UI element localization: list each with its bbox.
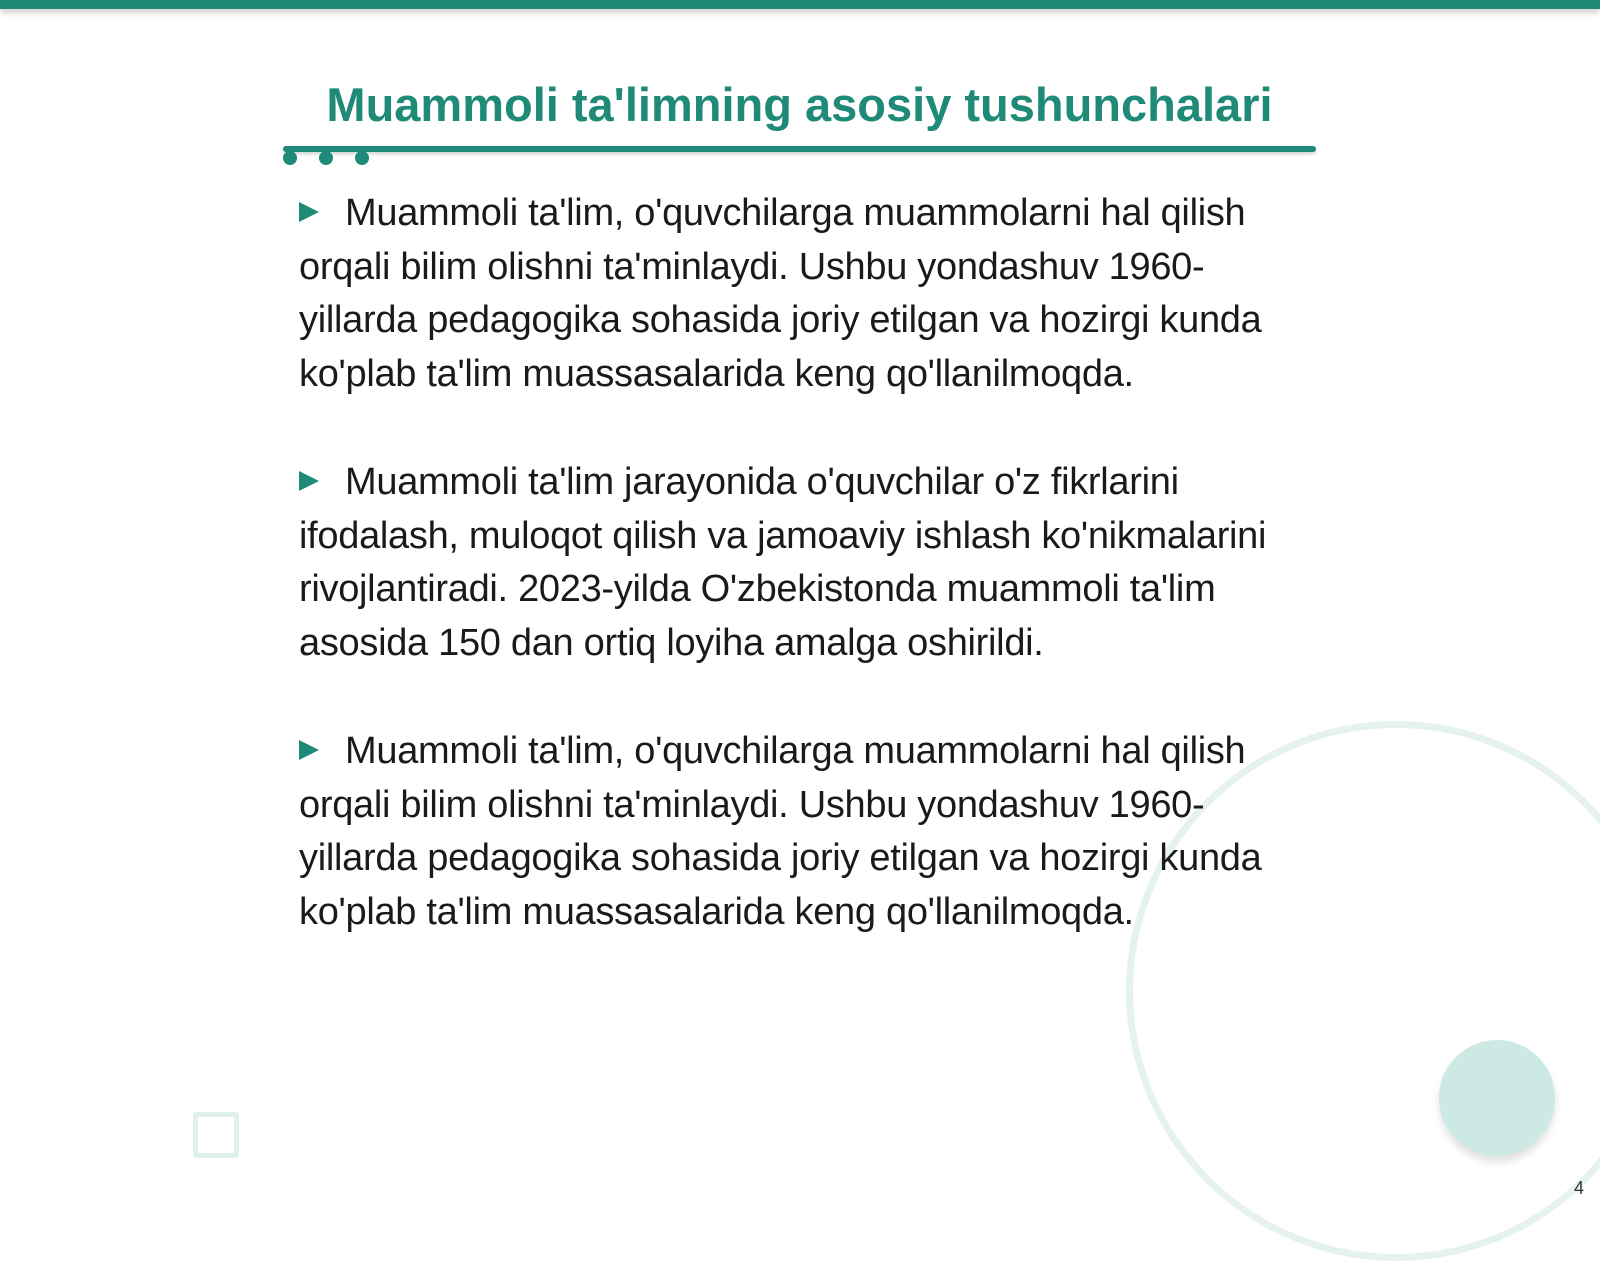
triangle-bullet-icon [299, 471, 319, 491]
bullet-list [299, 187, 1309, 994]
top-accent-bar [0, 0, 1600, 9]
paragraph-text: Muammoli ta'lim, o'quvchilarga muammolarni hal qilish orqali bilim olishni ta'minlaydi. Ushbu yondashuv 1960-yillarda pedagogika sohasida joriy etilgan va hozirgi kunda ko'plab ta'lim muassasalarida keng qo'llanilmoqda. [299, 730, 1262, 933]
page-number: 4 [1573, 1178, 1584, 1198]
underline-dot-icon [283, 151, 297, 165]
triangle-bullet-icon [299, 740, 319, 760]
title-underline [283, 146, 1316, 152]
slide-title: Muammoli ta'limning asosiy tushunchalari [326, 78, 1273, 131]
underline-dot-icon [319, 151, 333, 165]
paragraph-text: Muammoli ta'lim jarayonida o'quvchilar o'z fikrlarini ifodalash, muloqot qilish va jamoaviy ishlash ko'nikmalarini rivojlantiradi. 2023-yilda O'zbekistonda muammoli ta'lim asosida 150 dan ortiq loyiha amalga oshirildi. [299, 461, 1267, 664]
list-item [299, 456, 1309, 670]
list-item [299, 187, 1309, 401]
list-item [299, 725, 1309, 939]
paragraph-text: Muammoli ta'lim, o'quvchilarga muammolarni hal qilish orqali bilim olishni ta'minlaydi. Ushbu yondashuv 1960-yillarda pedagogika sohasida joriy etilgan va hozirgi kunda ko'plab ta'lim muassasalarida keng qo'llanilmoqda. [299, 192, 1262, 395]
triangle-bullet-icon [299, 202, 319, 222]
decorative-square [193, 1112, 239, 1158]
underline-dot-icon [355, 151, 369, 165]
decorative-disc [1439, 1040, 1555, 1156]
